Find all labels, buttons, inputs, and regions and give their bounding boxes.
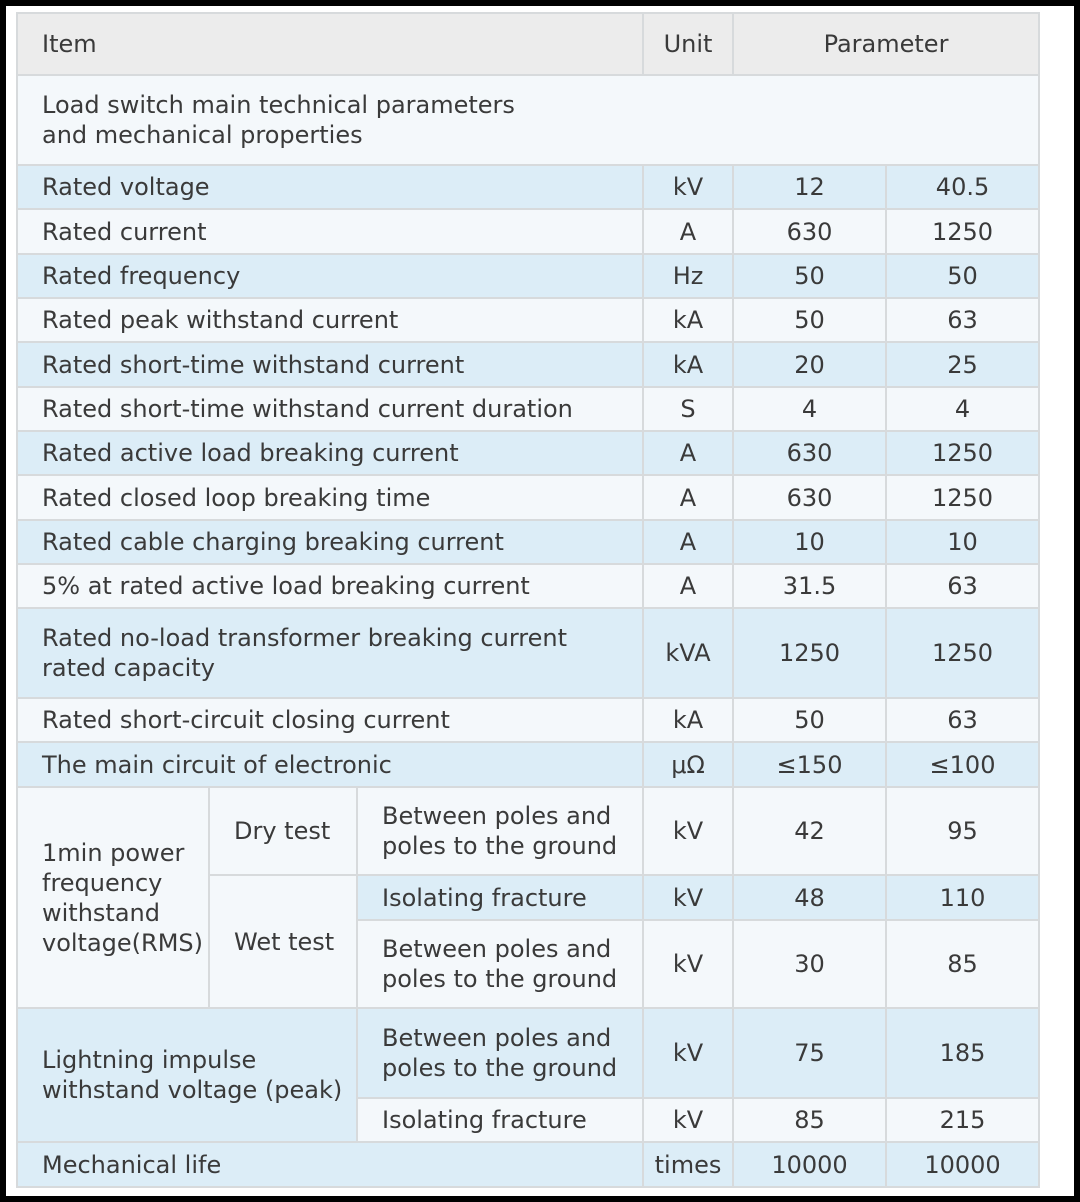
power-frequency-desc: Between poles and poles to the ground <box>357 787 643 876</box>
wet-test-label: Wet test <box>209 875 357 1008</box>
row-value-1: 50 <box>733 698 886 742</box>
row-item: Rated short-time withstand current <box>17 342 643 386</box>
row-unit: A <box>643 564 733 608</box>
power-frequency-desc: Isolating fracture <box>357 875 643 919</box>
row-unit: times <box>643 1142 733 1187</box>
table-row <box>17 342 1039 386</box>
row-value-1: ≤150 <box>733 742 886 786</box>
table-row <box>17 298 1039 342</box>
row-unit: kA <box>643 298 733 342</box>
row-value-2: 1250 <box>886 475 1039 519</box>
row-value-2: 10000 <box>886 1142 1039 1187</box>
row-unit: kV <box>643 787 733 876</box>
row-unit: kV <box>643 1098 733 1142</box>
header-unit: Unit <box>643 13 733 75</box>
table-row <box>17 165 1039 209</box>
row-value-1: 50 <box>733 254 886 298</box>
row-unit: kA <box>643 342 733 386</box>
row-value-1: 4 <box>733 387 886 431</box>
row-value-2: 40.5 <box>886 165 1039 209</box>
row-item: Rated short-circuit closing current <box>17 698 643 742</box>
row-item: 5% at rated active load breaking current <box>17 564 643 608</box>
row-value-1: 10000 <box>733 1142 886 1187</box>
row-unit: A <box>643 209 733 253</box>
row-value-2: 63 <box>886 298 1039 342</box>
lightning-row <box>17 1008 1039 1098</box>
row-value-1: 42 <box>733 787 886 876</box>
row-value-2: 63 <box>886 564 1039 608</box>
table-row <box>17 387 1039 431</box>
row-value-1: 75 <box>733 1008 886 1098</box>
row-value-1: 1250 <box>733 608 886 698</box>
row-unit: A <box>643 431 733 475</box>
row-value-1: 12 <box>733 165 886 209</box>
table-row <box>17 520 1039 564</box>
row-value-2: 185 <box>886 1008 1039 1098</box>
row-unit: kV <box>643 875 733 919</box>
row-value-1: 85 <box>733 1098 886 1142</box>
row-value-2: 85 <box>886 920 1039 1009</box>
row-value-1: 31.5 <box>733 564 886 608</box>
section-row <box>17 75 1039 165</box>
row-item: Rated no-load transformer breaking current rated capacity <box>17 608 643 698</box>
row-value-2: 1250 <box>886 608 1039 698</box>
row-value-1: 630 <box>733 209 886 253</box>
row-item: Rated current <box>17 209 643 253</box>
header-item: Item <box>17 13 643 75</box>
lightning-desc: Between poles and poles to the ground <box>357 1008 643 1098</box>
row-item: Rated closed loop breaking time <box>17 475 643 519</box>
row-unit: kA <box>643 698 733 742</box>
row-unit: kV <box>643 1008 733 1098</box>
row-value-2: 10 <box>886 520 1039 564</box>
table-row <box>17 564 1039 608</box>
table-row <box>17 431 1039 475</box>
row-value-2: 25 <box>886 342 1039 386</box>
row-item: Rated voltage <box>17 165 643 209</box>
row-item: Rated cable charging breaking current <box>17 520 643 564</box>
table-row <box>17 1142 1039 1187</box>
row-value-1: 10 <box>733 520 886 564</box>
table-row <box>17 209 1039 253</box>
row-item: The main circuit of electronic <box>17 742 643 786</box>
header-parameter: Parameter <box>733 13 1039 75</box>
row-unit: kV <box>643 920 733 1009</box>
table-row <box>17 608 1039 698</box>
table-frame <box>6 6 1074 1196</box>
row-value-2: ≤100 <box>886 742 1039 786</box>
row-value-1: 48 <box>733 875 886 919</box>
dry-test-label: Dry test <box>209 787 357 876</box>
row-value-1: 50 <box>733 298 886 342</box>
row-value-2: 50 <box>886 254 1039 298</box>
row-value-2: 110 <box>886 875 1039 919</box>
table-row <box>17 742 1039 786</box>
row-unit: Hz <box>643 254 733 298</box>
power-frequency-desc: Between poles and poles to the ground <box>357 920 643 1009</box>
row-value-1: 30 <box>733 920 886 1009</box>
row-value-1: 630 <box>733 475 886 519</box>
row-item: Rated frequency <box>17 254 643 298</box>
spec-table <box>16 12 1040 1188</box>
lightning-label: Lightning impulse withstand voltage (peak) <box>17 1008 357 1142</box>
row-item: Mechanical life <box>17 1142 643 1187</box>
row-item: Rated peak withstand current <box>17 298 643 342</box>
row-value-2: 1250 <box>886 431 1039 475</box>
power-frequency-label: 1min power frequency withstand voltage(RMS) <box>17 787 209 1009</box>
header-row <box>17 13 1039 75</box>
row-value-2: 215 <box>886 1098 1039 1142</box>
table-row <box>17 475 1039 519</box>
row-unit: A <box>643 475 733 519</box>
row-value-2: 4 <box>886 387 1039 431</box>
row-unit: kV <box>643 165 733 209</box>
row-value-1: 20 <box>733 342 886 386</box>
row-value-2: 63 <box>886 698 1039 742</box>
section-title: Load switch main technical parameters and mechanical properties <box>17 75 1039 165</box>
row-unit: μΩ <box>643 742 733 786</box>
row-item: Rated active load breaking current <box>17 431 643 475</box>
table-row <box>17 254 1039 298</box>
lightning-desc: Isolating fracture <box>357 1098 643 1142</box>
row-unit: A <box>643 520 733 564</box>
row-value-1: 630 <box>733 431 886 475</box>
row-unit: kVA <box>643 608 733 698</box>
row-value-2: 95 <box>886 787 1039 876</box>
row-value-2: 1250 <box>886 209 1039 253</box>
row-item: Rated short-time withstand current duration <box>17 387 643 431</box>
power-frequency-row <box>17 787 1039 876</box>
table-row <box>17 698 1039 742</box>
row-unit: S <box>643 387 733 431</box>
